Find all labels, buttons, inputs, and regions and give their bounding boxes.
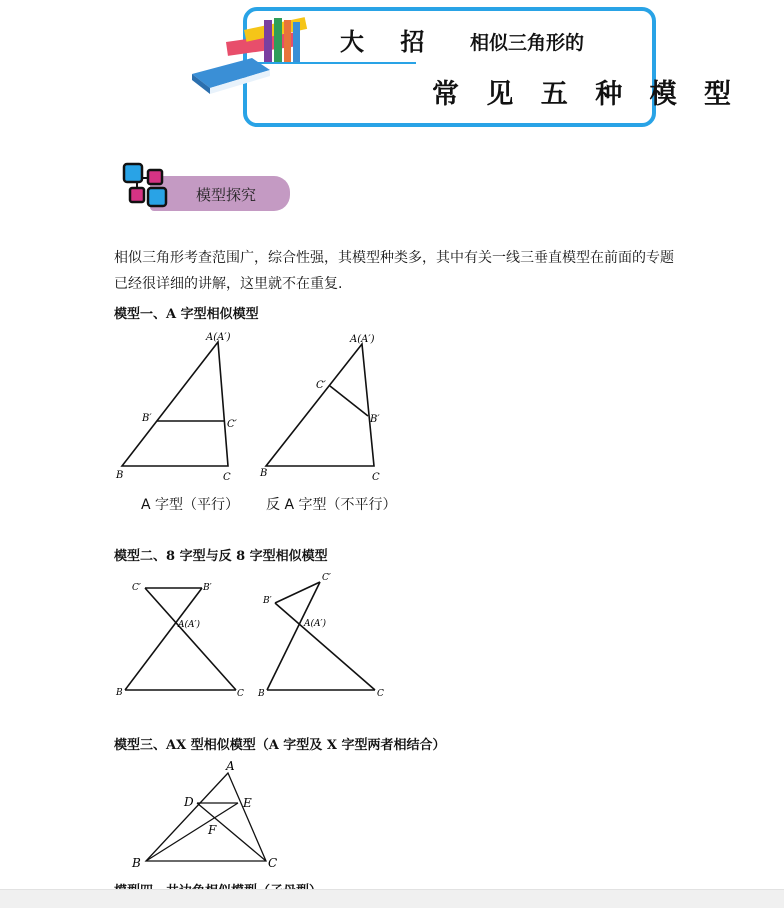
section-label: 模型探究 (196, 186, 257, 204)
window-bottom-bar (0, 889, 784, 908)
model2-fig1-label-A: A(A′) (178, 620, 201, 630)
model3-triangle (146, 773, 266, 861)
model2-fig1-label-B1: B′ (203, 583, 212, 593)
model2-fig2-top-line (275, 582, 320, 603)
model1-fig2-triangle (266, 344, 374, 466)
model1-fig1-label-A: A(A′) (206, 332, 231, 343)
model3-label-E: E (243, 796, 252, 810)
model2-fig2-cross-1 (275, 603, 375, 690)
model1-caption-1: A 字型（平行） (141, 497, 240, 513)
model3-label-B: B (132, 856, 141, 870)
section-icon (120, 160, 172, 212)
model2-fig1-label-B: B (116, 688, 123, 698)
model3-label-A: A (226, 759, 235, 773)
model1-fig1-label-B1: B′ (142, 413, 152, 424)
model2-fig2-label-B: B (258, 689, 265, 699)
page-title: 常 见 五 种 模 型 (432, 79, 740, 110)
model2-fig2-label-C: C (377, 689, 384, 699)
model3-figure (120, 755, 290, 875)
intro-line-1: 相似三角形考查范围广，综合性强，其模型种类多，其中有关一线三垂直模型在前面的专题 (114, 250, 674, 266)
banner-subtitle: 相似三角形的 (470, 32, 585, 54)
intro-line-2: 已经很详细的讲解，这里就不在重复. (114, 276, 343, 292)
model1-fig1-label-C: C (223, 472, 231, 483)
model1-fig2-label-C1: C′ (316, 380, 326, 391)
model2-heading: 模型二、8 字型与反 8 字型相似模型 (114, 549, 328, 564)
books-icon (186, 14, 336, 94)
model2-fig1-label-C1: C′ (132, 583, 141, 593)
model1-fig2-label-B1: B′ (370, 414, 380, 425)
model1-fig2-antiparallel-line (330, 386, 368, 416)
model1-fig2-label-A: A(A′) (350, 334, 375, 345)
model3-label-F: F (208, 823, 217, 837)
model1-fig1-label-C1: C′ (227, 419, 237, 430)
model1-heading: 模型一、A 字型相似模型 (114, 307, 259, 322)
model2-figures (110, 570, 400, 705)
model1-fig1-label-B: B (116, 470, 124, 481)
model2-fig1-label-C: C (237, 689, 244, 699)
model1-fig2-label-B: B (260, 468, 268, 479)
model1-caption-2: 反 A 字型（不平行） (266, 497, 397, 513)
model1-figures (110, 328, 410, 488)
model2-fig2-label-C1: C′ (322, 573, 331, 583)
model3-label-C: C (268, 856, 278, 870)
model2-fig2-label-B1: B′ (263, 596, 272, 606)
model3-heading: 模型三、AX 型相似模型（A 字型及 X 字型两者相结合） (114, 738, 446, 753)
banner-label: 大 招 (340, 27, 439, 56)
model3-label-D: D (184, 795, 194, 809)
model2-fig2-label-A: A(A′) (304, 619, 327, 629)
model1-fig2-label-C: C (372, 472, 380, 483)
model1-fig1-triangle (122, 342, 228, 466)
